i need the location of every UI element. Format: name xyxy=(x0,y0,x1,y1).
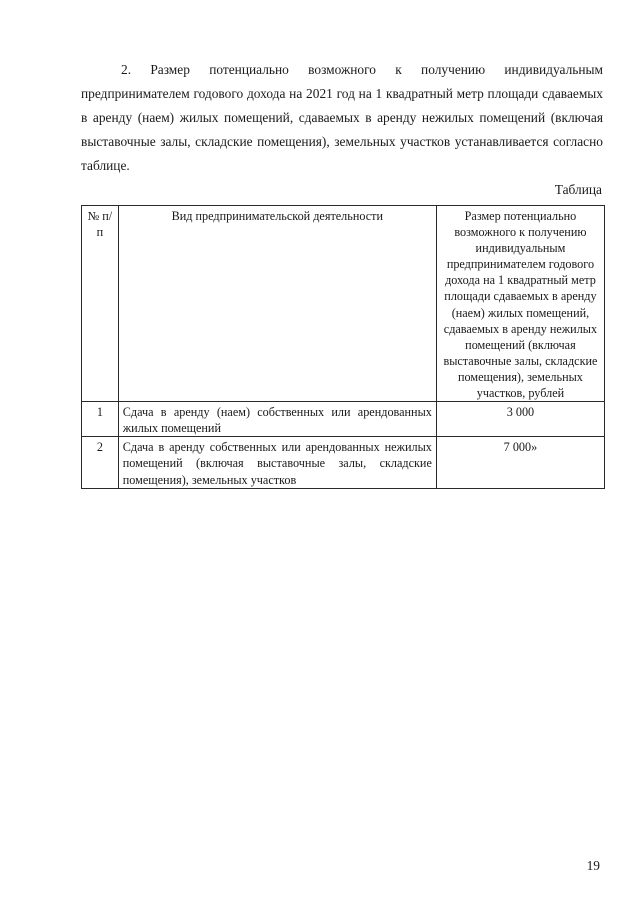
table-row xyxy=(82,437,605,488)
row-number: 1 xyxy=(82,402,119,437)
table-header-row xyxy=(82,206,605,402)
row-number: 2 xyxy=(82,437,119,488)
page-number: 19 xyxy=(586,858,600,873)
table-caption: Таблица xyxy=(554,182,602,197)
table-row xyxy=(82,402,605,437)
body-paragraph: 2. Размер потенциально возможного к получению индивидуальным предпринимателем годового дохода на 2021 год на 1 квадратный метр площади сдаваемых в аренду (наем) жилых помещений, сдаваемых в аренду нежилых помещений (включая выставочные залы, складские помещения), земельных участков устанавливается согласно таблице. xyxy=(81,62,603,173)
row-activity-type: Сдача в аренду собственных или арендованных нежилых помещений (включая выставочные залы, складские помещения), земельных участков xyxy=(118,437,436,488)
header-number: № п/п xyxy=(82,206,119,402)
row-income-size: 3 000 xyxy=(436,402,604,437)
header-activity-type: Вид предпринимательской деятельности xyxy=(118,206,436,402)
header-income-size: Размер потенциально возможного к получению индивидуальным предпринимателем годового дохода на 1 квадратный метр площади сдаваемых в аренду (наем) жилых помещений, сдаваемых в аренду нежилых помещений (включая выставочные залы, складские помещения), земельных участков, рублей xyxy=(436,206,604,402)
row-activity-type: Сдача в аренду (наем) собственных или арендованных жилых помещений xyxy=(118,402,436,437)
income-table xyxy=(81,205,605,489)
row-income-size: 7 000» xyxy=(436,437,604,488)
